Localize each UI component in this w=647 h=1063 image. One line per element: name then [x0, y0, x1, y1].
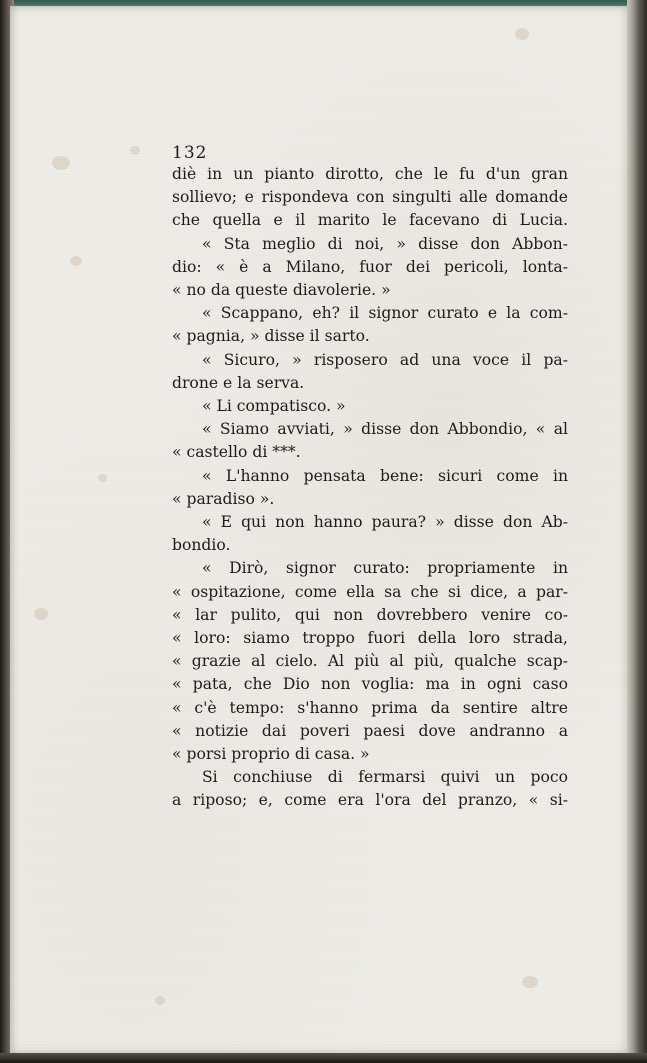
text-line: « c'è tempo: s'hanno prima da sentire altre — [172, 698, 568, 717]
text-line: « L'hanno pensata bene: sicuri come in — [202, 466, 568, 485]
text-line: « castello di ***. — [172, 443, 301, 462]
text-line: « E qui non hanno paura? » disse don Ab- — [202, 513, 568, 531]
text-line: « ospitazione, come ella sa che si dice, a par- — [172, 582, 568, 601]
text-line: « Siamo avviati, » disse don Abbondio, « al — [202, 420, 568, 439]
text-line: « loro: siamo troppo fuori della loro strada, — [172, 629, 568, 647]
text-line: « lar pulito, qui non dovrebbero venire co- — [172, 605, 568, 624]
foxing-spot — [52, 156, 70, 170]
text-line: « grazie al cielo. Al più al più, qualche scap- — [172, 652, 568, 671]
text-line: « Scappano, eh? il signor curato e la com- — [202, 304, 568, 323]
text-line: che quella e il marito le facevano di Lucia. — [172, 211, 568, 230]
text-line: « porsi proprio di casa. » — [172, 745, 370, 763]
foxing-spot — [98, 474, 107, 482]
text-line: bondio. — [172, 536, 231, 555]
page-number: 132 — [172, 143, 208, 163]
page-bottom-edge — [0, 1053, 647, 1063]
text-line: diè in un pianto dirotto, che le fu d'un gran — [172, 165, 568, 183]
text-line: a riposo; e, come era l'ora del pranzo, « si- — [172, 791, 568, 810]
text-line: « no da queste diavolerie. » — [172, 281, 391, 299]
text-line: « notizie dai poveri paesi dove andranno a — [172, 721, 568, 740]
text-line: « Sta meglio di noi, » disse don Abbon- — [202, 234, 568, 253]
text-line: « Sicuro, » risposero ad una voce il pa- — [202, 350, 568, 369]
foxing-spot — [515, 28, 529, 40]
text-line: « paradiso ». — [172, 489, 275, 508]
text-line: drone e la serva. — [172, 373, 305, 392]
text-line: Si conchiuse di fermarsi quivi un poco — [202, 768, 568, 787]
foxing-spot — [34, 608, 48, 620]
text-line: « pagnia, » disse il sarto. — [172, 327, 370, 346]
page-fore-edge — [627, 0, 647, 1063]
foxing-spot — [130, 146, 140, 155]
foxing-spot — [155, 996, 165, 1005]
text-line: dio: « è a Milano, fuor dei pericoli, lonta- — [172, 257, 568, 276]
foxing-spot — [70, 256, 82, 266]
text-line: « pata, che Dio non voglia: ma in ogni caso — [172, 675, 568, 694]
text-line: « Li compatisco. » — [202, 397, 346, 415]
text-line: sollievo; e rispondeva con singulti alle domande — [172, 188, 568, 207]
text-line: « Dirò, signor curato: propriamente in — [202, 559, 568, 578]
foxing-spot — [522, 976, 538, 988]
